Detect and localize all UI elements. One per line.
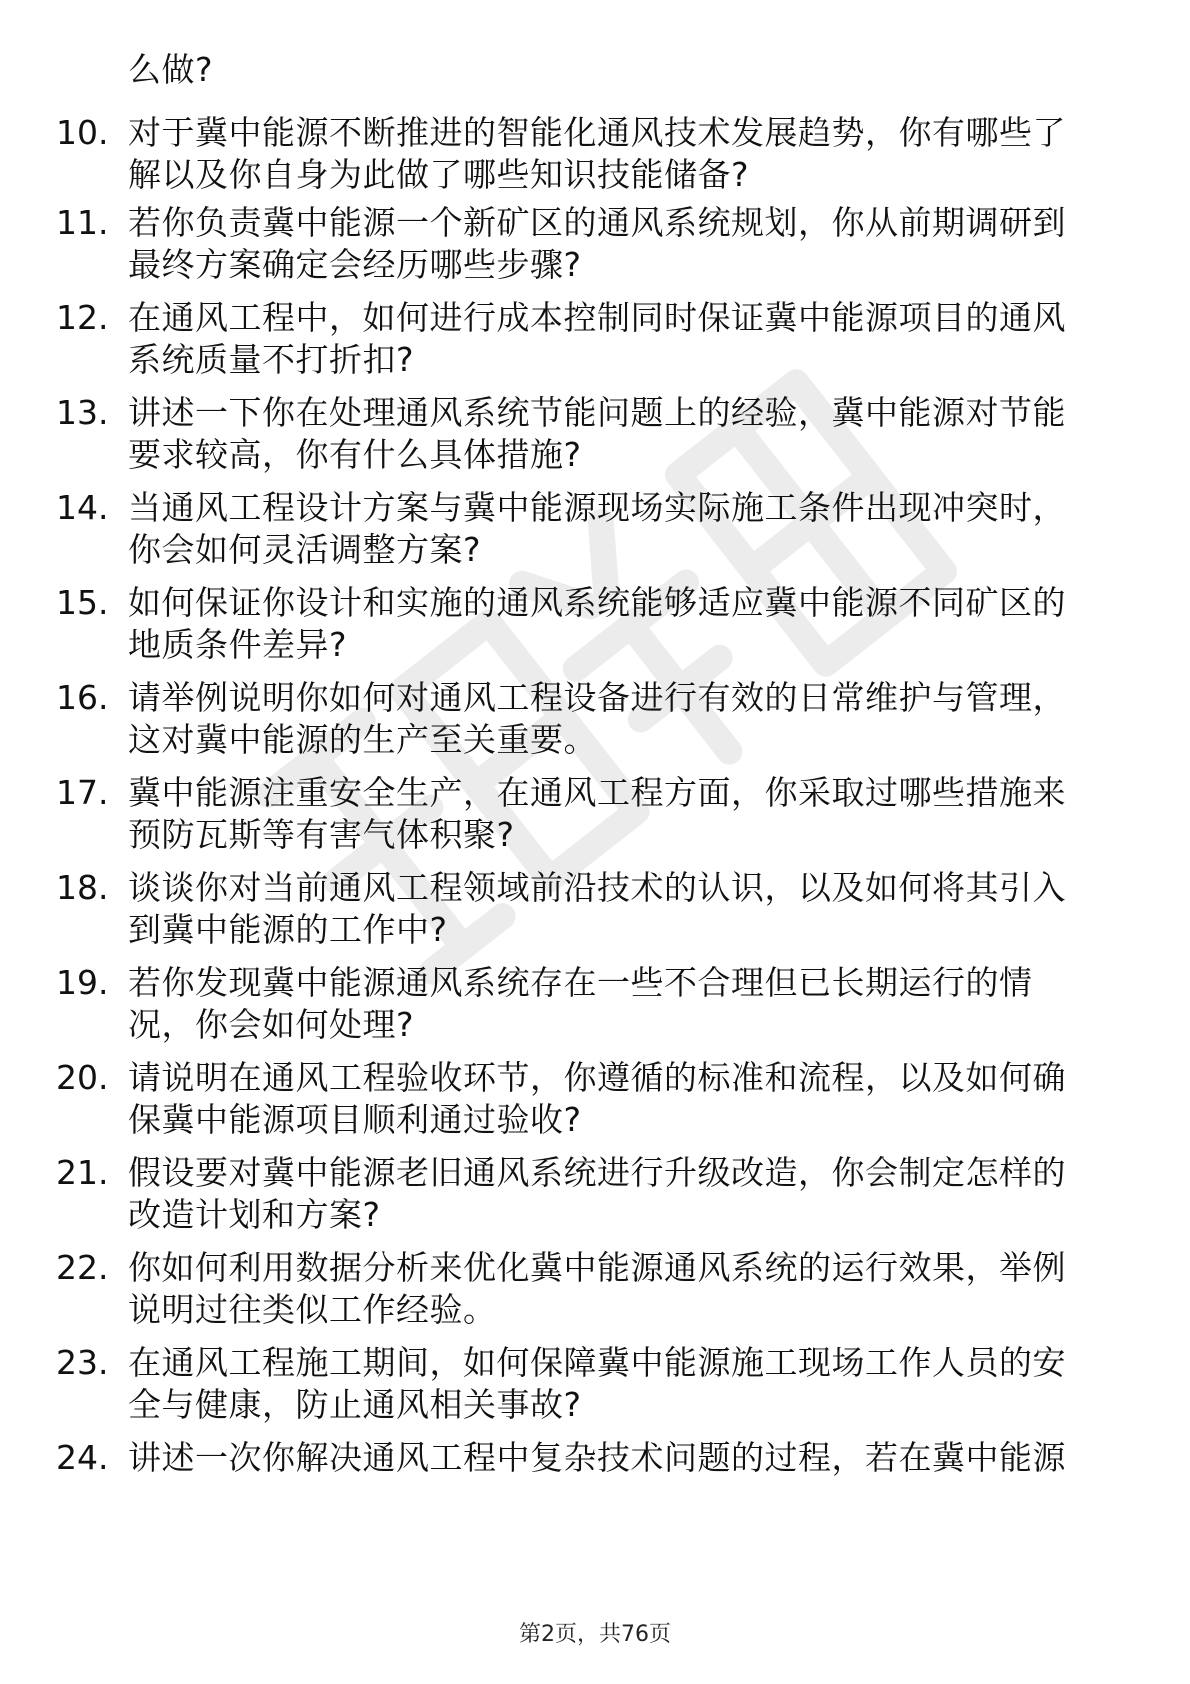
list-item-line: 解以及你自身为此做了哪些知识技能储备? — [128, 155, 750, 194]
list-item-line: 地质条件差异? — [128, 625, 348, 664]
list-item-line: 冀中能源注重安全生产，在通风工程方面，你采取过哪些措施来 — [128, 773, 1066, 812]
list-item-line: 如何保证你设计和实施的通风系统能够适应冀中能源不同矿区的 — [128, 583, 1066, 622]
list-item-number: 18. — [56, 868, 109, 907]
list-item-line: 全与健康，防止通风相关事故? — [128, 1385, 582, 1424]
list-item-number: 22. — [56, 1248, 109, 1287]
list-item-line: 你会如何灵活调整方案? — [128, 530, 482, 569]
list-item-line: 若你负责冀中能源一个新矿区的通风系统规划，你从前期调研到 — [128, 203, 1066, 242]
list-item-line: 若你发现冀中能源通风系统存在一些不合理但已长期运行的情 — [128, 963, 1033, 1002]
list-item-line: 要求较高，你有什么具体措施? — [128, 435, 582, 474]
list-item-line: 请说明在通风工程验收环节，你遵循的标准和流程，以及如何确 — [128, 1058, 1066, 1097]
list-item-line: 谈谈你对当前通风工程领域前沿技术的认识，以及如何将其引入 — [128, 868, 1066, 907]
list-item-number: 14. — [56, 488, 109, 527]
list-item-line: 系统质量不打折扣? — [128, 340, 415, 379]
list-item-number: 10. — [56, 113, 109, 152]
list-item-line: 况，你会如何处理? — [128, 1005, 415, 1044]
list-item-line: 这对冀中能源的生产至关重要。 — [128, 720, 597, 759]
list-item-line: 保冀中能源项目顺利通过验收? — [128, 1100, 582, 1139]
list-item-number: 17. — [56, 773, 109, 812]
list-item-line: 讲述一次你解决通风工程中复杂技术问题的过程，若在冀中能源 — [128, 1438, 1066, 1477]
list-item-line: 讲述一下你在处理通风系统节能问题上的经验，冀中能源对节能 — [128, 393, 1066, 432]
list-item-line: 假设要对冀中能源老旧通风系统进行升级改造，你会制定怎样的 — [128, 1153, 1066, 1192]
list-item-line: 在通风工程施工期间，如何保障冀中能源施工现场工作人员的安 — [128, 1343, 1066, 1382]
list-item-number: 20. — [56, 1058, 109, 1097]
list-item-line: 你如何利用数据分析来优化冀中能源通风系统的运行效果，举例 — [128, 1248, 1066, 1287]
continuation-line: 么做? — [128, 50, 214, 89]
list-item-line: 说明过往类似工作经验。 — [128, 1290, 497, 1329]
list-item-line: 到冀中能源的工作中? — [128, 910, 448, 949]
list-item-number: 19. — [56, 963, 109, 1002]
list-item-number: 15. — [56, 583, 109, 622]
list-item-line: 当通风工程设计方案与冀中能源现场实际施工条件出现冲突时， — [128, 488, 1066, 527]
page-footer: 第2页，共76页 — [519, 1622, 671, 1647]
list-item-line: 请举例说明你如何对通风工程设备进行有效的日常维护与管理， — [128, 678, 1066, 717]
list-item-line: 对于冀中能源不断推进的智能化通风技术发展趋势，你有哪些了 — [128, 113, 1066, 152]
list-item-number: 21. — [56, 1153, 109, 1192]
list-item-line: 预防瓦斯等有害气体积聚? — [128, 815, 515, 854]
list-item-line: 在通风工程中，如何进行成本控制同时保证冀中能源项目的通风 — [128, 298, 1066, 337]
list-item-line: 最终方案确定会经历哪些步骤? — [128, 245, 582, 284]
list-item-number: 12. — [56, 298, 109, 337]
list-item-number: 23. — [56, 1343, 109, 1382]
list-item-number: 13. — [56, 393, 109, 432]
list-item-number: 24. — [56, 1438, 109, 1477]
list-item-number: 11. — [56, 203, 109, 242]
list-item-number: 16. — [56, 678, 109, 717]
list-item-line: 改造计划和方案? — [128, 1195, 381, 1234]
